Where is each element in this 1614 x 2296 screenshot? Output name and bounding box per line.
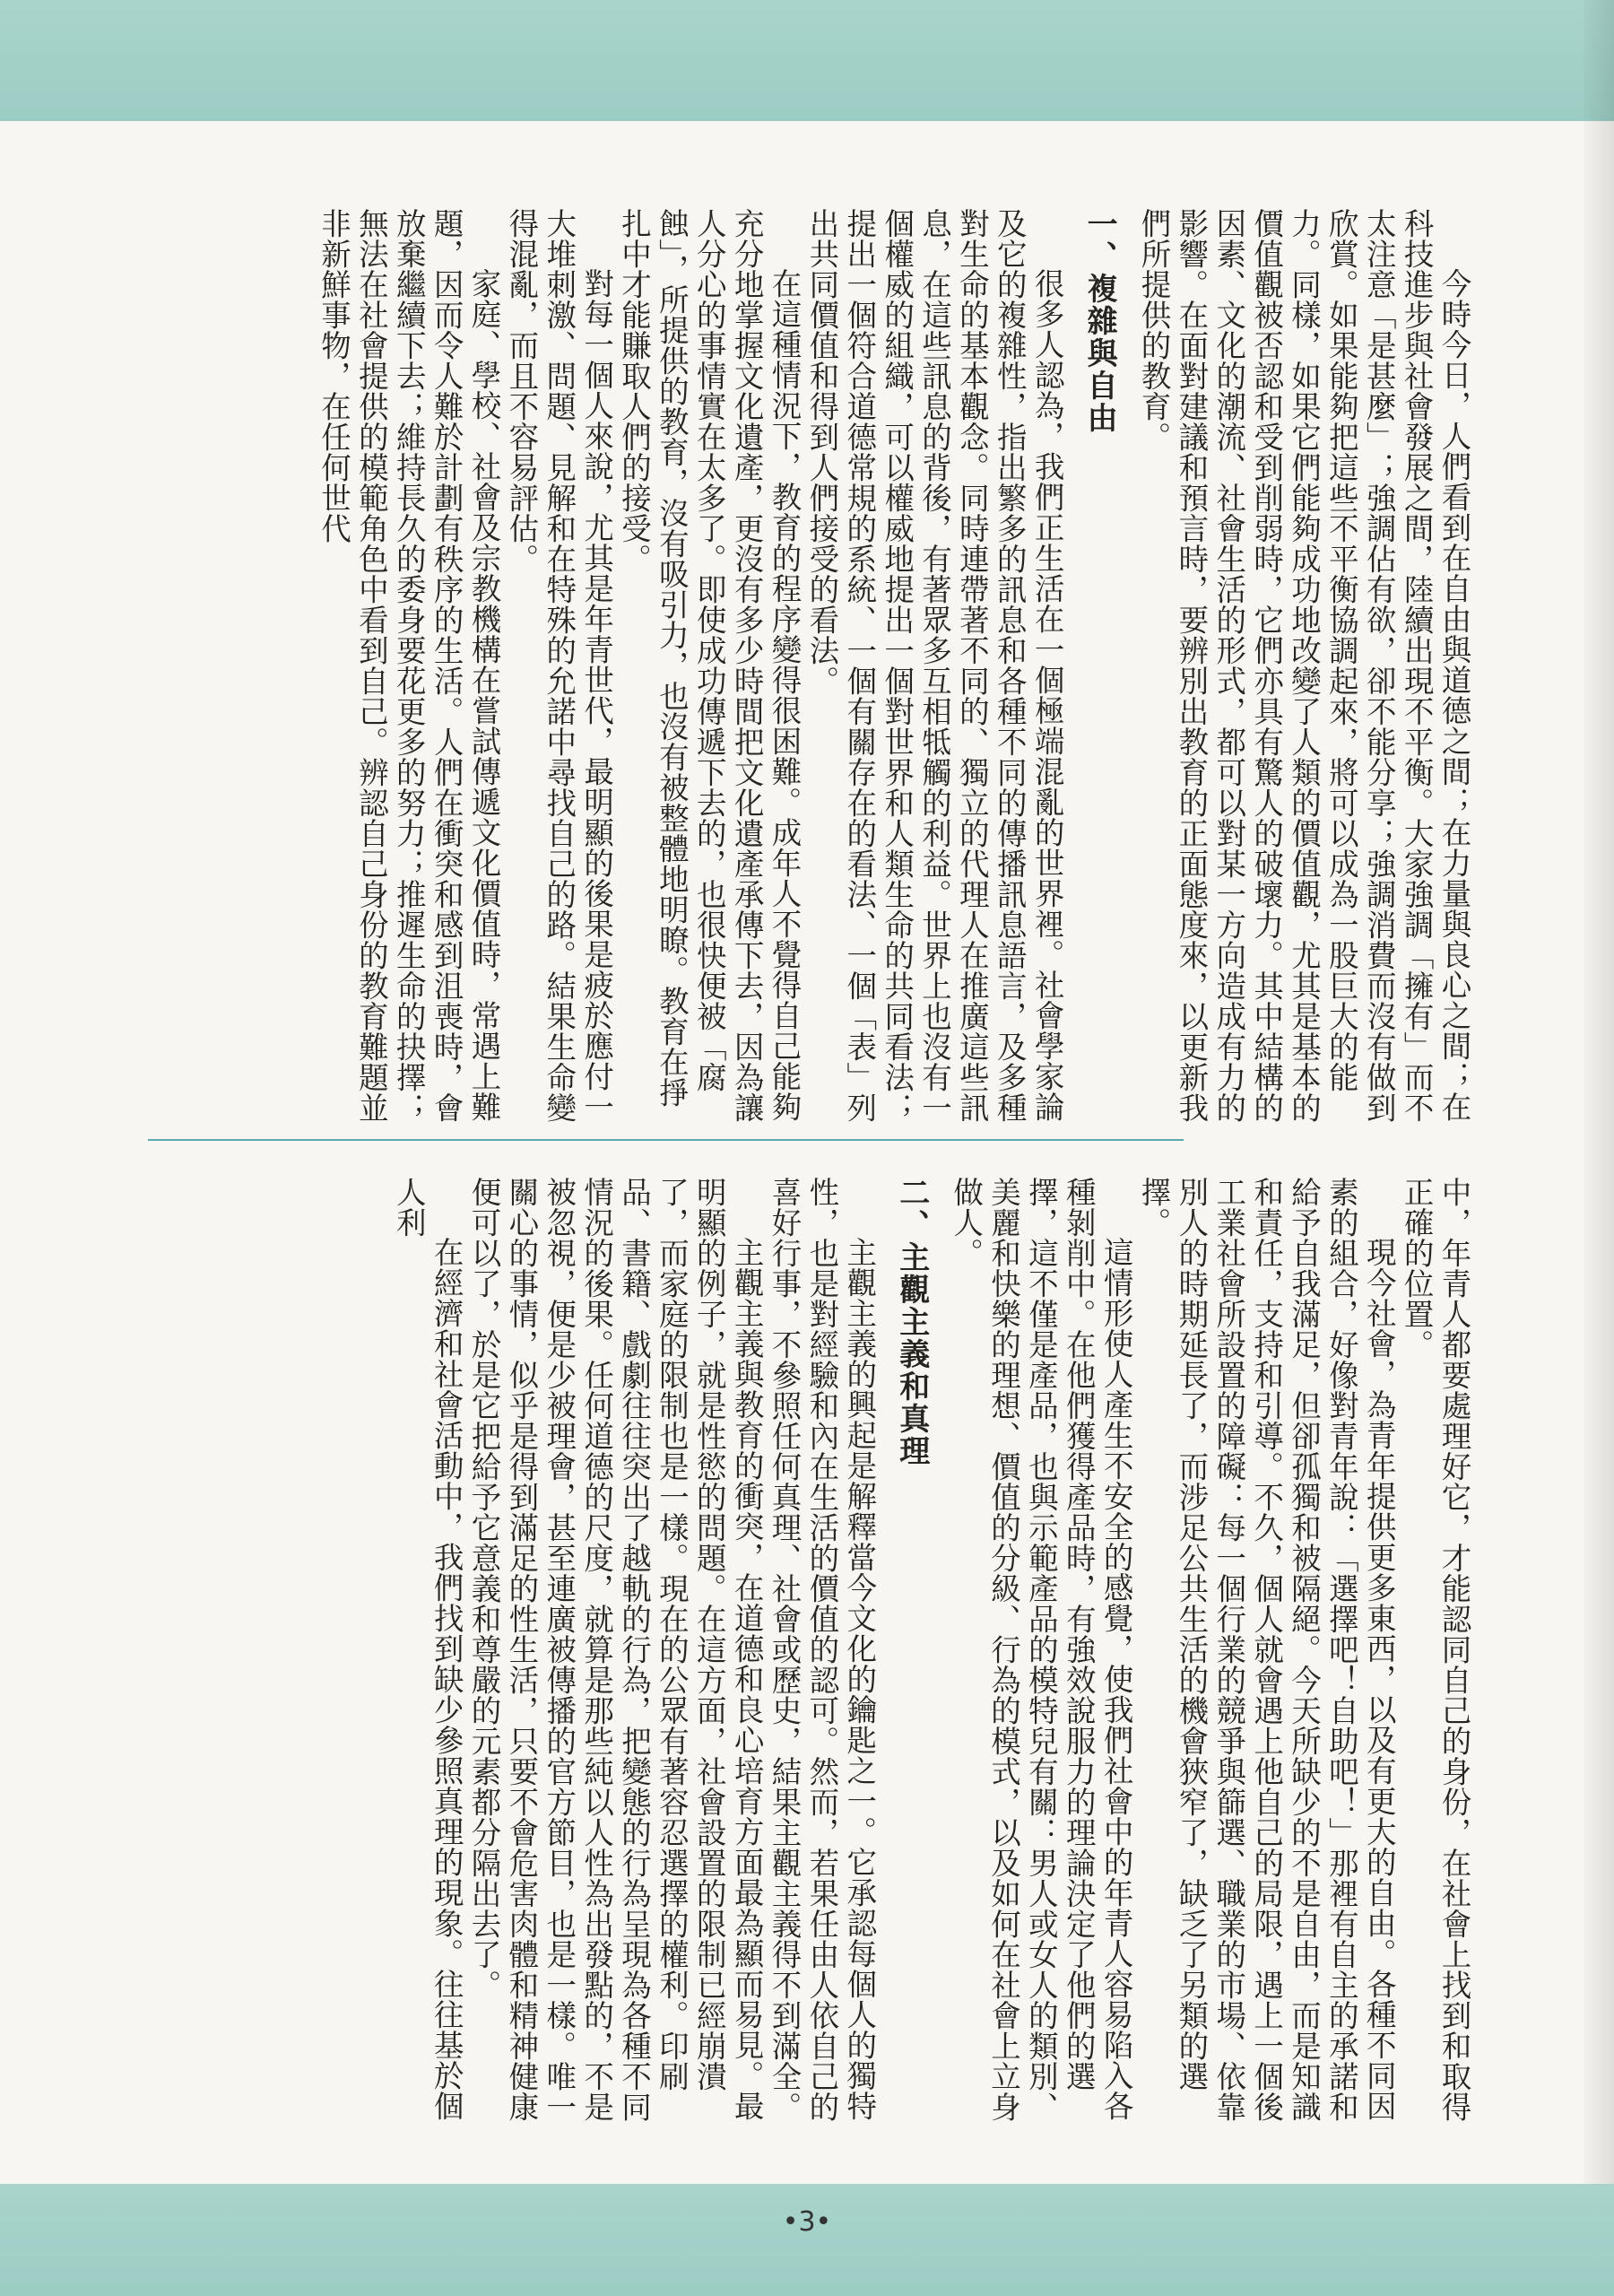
paragraph-education-difficult: 在這種情況下，教育的程序變得很困難。成年人不覺得自己能夠充分地掌握文化遺產，更沒有多少時間把文化遺產承傳下去，因為讓人分心的事情實在太多了。即使成功傳遞下去的，也很快便被「腐蝕」，所提供的教育，沒有吸引力，也沒有被整體地明瞭。教育在掙扎中才能賺取人們的接受。 <box>616 208 802 1123</box>
section-heading-complexity-freedom: 一、複雜與自由 <box>1081 208 1118 434</box>
bottom-text-block <box>136 1177 1472 2136</box>
paragraph-youth-consequence: 對每一個人來說，尤其是年青世代，最明顯的後果是疲於應付一大堆刺激、問題、見解和在特殊的允諾中尋找自己的路。結果生命變得混亂，而且不容易評估。 <box>503 208 614 1123</box>
paragraph-moral-conflict: 主觀主義與教育的衝突，在道德和良心培育方面最為顯而易見。最明顯的例子，就是性慾的問題。在這方面，社會設置的限制已經崩潰了，而家庭的限制也是一樣。現在的公眾有著容忍選擇的權利。印刷品、書籍、戲劇往往突出了越軌的行為，把變態的行為呈現為各種不同情況的後果。任何道德的尺度，就算是那些純以人性為出發點的，不是被忽視，便是少被理會，甚至連廣被傳播的官方節目，也是一樣。唯一關心的事情，似乎是得到滿足的性生活，只要不會危害肉體和精神健康便可以了，於是它把給予它意義和尊嚴的元素都分隔出去了。 <box>466 1177 765 2122</box>
section-divider-line <box>148 1139 1184 1141</box>
top-color-band <box>0 0 1614 121</box>
page-number: •3• <box>782 2206 832 2238</box>
paragraph-institutions: 家庭、學校、社會及宗教機構在嘗試傳遞文化價值時，常遇上難題，因而令人難於計劃有秩序的生活。人們在衝突和感到沮喪時，會放棄繼續下去；維持長久的委身要花更多的努力；推遲生命的抉擇；無法在社會提供的模範角色中看到自己。辨認自己身份的教育難題並非新鮮事物，在任何世代 <box>316 208 501 1123</box>
paragraph-economic-activity: 在經濟和社會活動中，我們找到缺少參照真理的現象。往往基於個人利 <box>391 1177 464 2121</box>
paragraph-chaotic-world: 很多人認為，我們正生活在一個極端混亂的世界裡。社會學家論及它的複雜性，指出繁多的訊息和各種不同的傳播訊息語言，及多種對生命的基本觀念。同時連帶著不同的、獨立的代理人在推廣這些訊息，在這些訊息的背後，有著眾多互相牴觸的利益。世界上也沒有一個權威的組織，可以權威地提出一個對世界和人類生命的共同看法；提出一個符合道德常規的系統、一個有關存在的看法、一個「表」列出共同價值和得到人們接受的看法。 <box>803 208 1065 1123</box>
top-text-block <box>136 208 1472 1123</box>
paragraph-identity-continued: 中，年青人都要處理好它，才能認同自己的身份，在社會上找到和取得正確的位置。 <box>1399 1177 1471 2122</box>
paragraph-insecurity: 這情形使人產生不安全的感覺，使我們社會中的年青人容易陷入各種剝削中。在他們獲得產品時，有強效說服力的理論決定了他們的選擇，這不僅是產品，也與示範產品的模特兒有關：男人或女人的類別、美麗和快樂的理想、價值的分級、行為的模式，以及如何在社會上立身做人。 <box>948 1177 1134 2122</box>
bottom-color-band <box>0 2184 1614 2296</box>
page-spine-shadow <box>1584 0 1614 2296</box>
section-heading-subjectivism-truth: 二、主觀主義和真理 <box>893 1177 930 1467</box>
paragraph-modern-society: 現今社會，為青年提供更多東西，以及有更大的自由。各種不同因素的組合，好像對青年說：「選擇吧！自助吧！」那裡有自主的承諾和給予自我滿足，但卻孤獨和被隔絕。今天所缺少的不是自由，而是知識和責任，支持和引導。不久，個人就會遇上他自己的局限，遇上一個後工業社會所設置的障礙：每一個行業的競爭與篩選、職業的市場、依靠別人的時期延長了，而涉足公共生活的機會狹窄了，缺乏了另類的選擇。 <box>1136 1177 1397 2122</box>
intro-paragraph: 今時今日，人們看到在自由與道德之間；在力量與良心之間；在科技進步與社會發展之間，陸續出現不平衡。大家強調「擁有」而不太注意「是甚麼」；強調佔有欲，卻不能分享；強調消費而沒有做到欣賞。如果能夠把這些不平衡協調起來，將可以成為一股巨大的能力。同樣，如果它們能夠成功地改變了人類的價值觀，尤其是基本的價值觀被否認和受到削弱時，它們亦具有驚人的破壞力。其中結構的因素、文化的潮流、社會生活的形式，都可以對某一方向造成有力的影響。在面對建議和預言時，要辨別出教育的正面態度來，以更新我們所提供的教育。 <box>1136 208 1471 1123</box>
paragraph-subjectivism: 主觀主義的興起是解釋當今文化的鑰匙之一。它承認每個人的獨特性，也是對經驗和內在生活的價值的認可。然而，若果任由人依自己的喜好行事，不參照任何真理、社會或歷史，結果主觀主義得不到滿全。 <box>767 1177 877 2122</box>
